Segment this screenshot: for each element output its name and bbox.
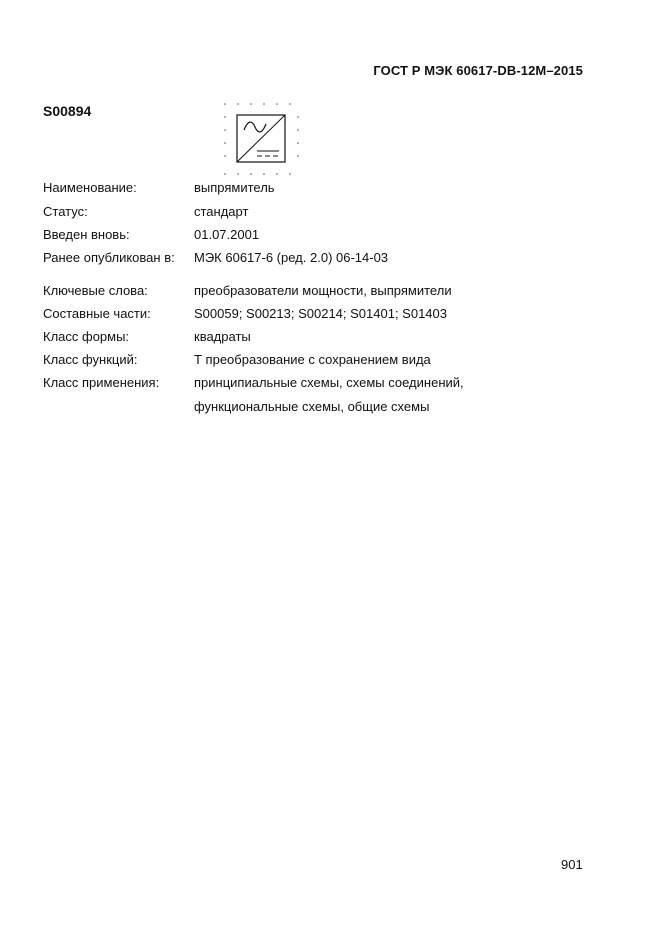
page-number: 901 <box>561 857 583 872</box>
field-label: Ранее опубликован в: <box>43 250 175 265</box>
field-label: Введен вновь: <box>43 227 130 242</box>
ac-wave <box>244 122 266 132</box>
field-value: преобразователи мощности, выпрямители <box>194 283 452 298</box>
field-value: Т преобразование с сохранением вида <box>194 352 431 367</box>
field-value: функциональные схемы, общие схемы <box>194 399 430 414</box>
field-label: Класс формы: <box>43 329 130 344</box>
field-value: принципиальные схемы, схемы соединений, <box>194 375 464 390</box>
symbol-diagonal <box>237 115 285 162</box>
field-value: квадраты <box>194 329 251 344</box>
field-value: S00059; S00213; S00214; S01401; S01403 <box>194 306 447 321</box>
field-value: стандарт <box>194 204 249 219</box>
field-label: Ключевые слова: <box>43 283 148 298</box>
field-label: Составные части: <box>43 306 151 321</box>
rectifier-symbol-icon <box>220 100 302 178</box>
grid-dots <box>224 103 299 175</box>
field-label: Наименование: <box>43 180 137 195</box>
field-label: Класс применения: <box>43 375 160 390</box>
field-value: выпрямитель <box>194 180 275 195</box>
symbol-id: S00894 <box>43 103 92 119</box>
field-value: МЭК 60617-6 (ред. 2.0) 06-14-03 <box>194 250 389 265</box>
field-label: Класс функций: <box>43 352 138 367</box>
document-header: ГОСТ Р МЭК 60617-DB-12M–2015 <box>373 63 583 78</box>
field-label: Статус: <box>43 204 88 219</box>
field-value: 01.07.2001 <box>194 227 260 242</box>
